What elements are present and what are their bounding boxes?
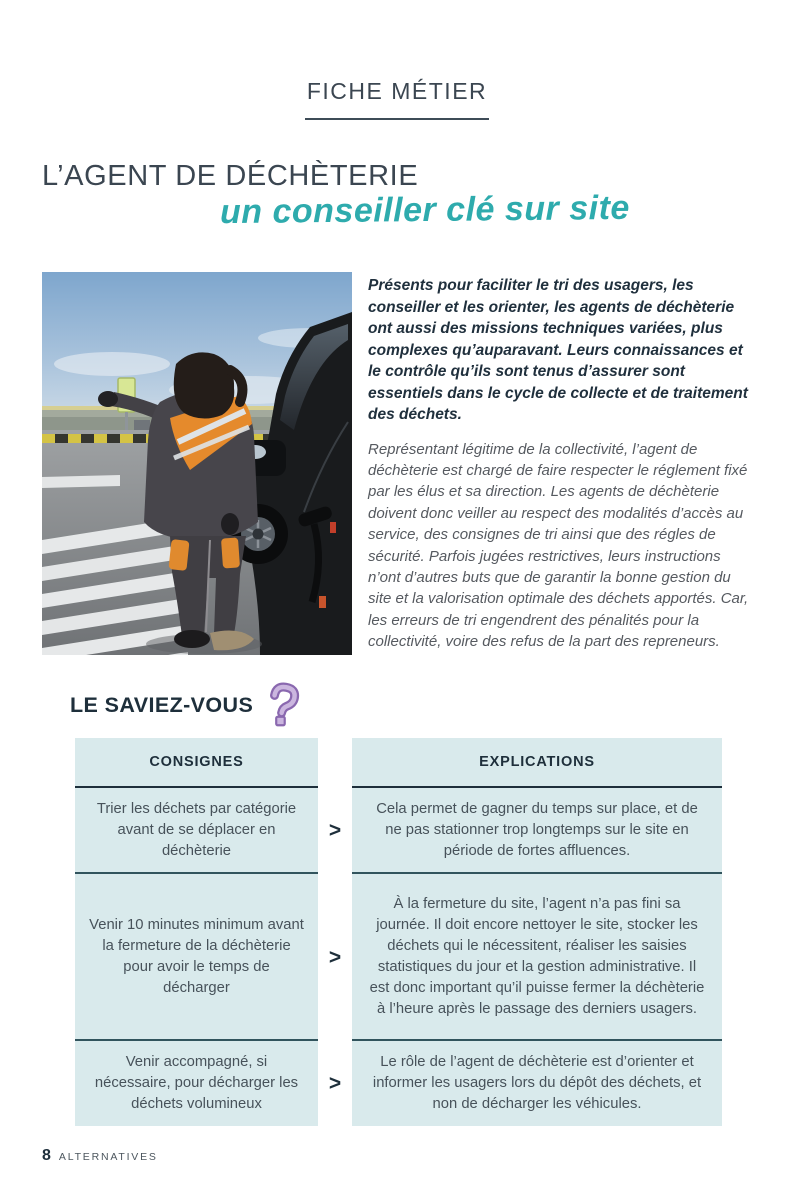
photo-illustration [42, 272, 352, 655]
row-arrow: > [318, 874, 352, 1041]
saviez-vous-label: LE SAVIEZ-VOUS [70, 692, 254, 717]
page-footer [42, 1147, 158, 1165]
question-mark-icon [263, 682, 303, 728]
saviez-vous-heading [70, 682, 303, 728]
row-arrow: > [318, 1041, 352, 1126]
table-row-explication: Le rôle de l’agent de déchèterie est d’orienter et informer les usagers lors du dépôt des déchets, et non de décharger les véhicules. [352, 1041, 722, 1126]
content-row [42, 272, 754, 655]
column-header-consignes: CONSIGNES [75, 738, 318, 788]
article-intro: Présents pour faciliter le tri des usagers, les conseiller et les orienter, les agents de déchèterie ont aussi des missions techniques variées, plus complexes qu’auparavant. Leurs connaissances et le contrôle qu’ils sont tenus d’assurer sont essentiels dans le cycle de collecte et de traitement des déchets. [368, 277, 748, 424]
article-column [368, 272, 754, 655]
table-row-consigne: Venir 10 minutes minimum avant la fermeture de la déchèterie pour avoir le temps de décharger [75, 874, 318, 1041]
publication-name: ALTERNATIVES [58, 1151, 158, 1163]
header-gap [318, 738, 352, 788]
photo-agent-dechetterie [42, 272, 352, 655]
page-subtitle: un conseiller clé sur site [219, 188, 631, 232]
consignes-table [75, 738, 722, 1126]
page-kicker: FICHE MÉTIER [305, 78, 489, 120]
table-row-explication: À la fermeture du site, l’agent n’a pas fini sa journée. Il doit encore nettoyer le site, stocker les déchets qui le nécessitent, réaliser les saisies statistiques du jour et la gestion administrative. Il est donc important qu’il puisse fermer la déchèterie à l’heure après le passage des derniers usagers. [352, 874, 722, 1041]
table-row-consigne: Venir accompagné, si nécessaire, pour décharger les déchets volumineux [75, 1041, 318, 1126]
page-number: 8 [42, 1147, 51, 1164]
page-title: L’AGENT DE DÉCHÈTERIE [42, 160, 419, 192]
row-arrow: > [318, 788, 352, 874]
article-body: Représentant légitime de la collectivité, l’agent de déchèterie est chargé de faire respecter le réglement fixé par les élus et sa direction. Les agents de déchèterie doivent donc veiller au respect des modalités d’accès au service, des consignes de tri ainsi que des régles de sécurité. Parfois jugées restrictives, leurs instructions n’ont d’autres buts que de garantir la bonne gestion du site et la valorisation optimale des déchets apportés. Car, les erreurs de tri engendrent des pénalités pour la collectivité, voire des refus de la part des repreneurs. [368, 440, 749, 651]
table-row-explication: Cela permet de gagner du temps sur place, et de ne pas stationner trop longtemps sur le site en période de fortes affluences. [352, 788, 722, 874]
kicker-wrap [0, 78, 794, 120]
table-row-consigne: Trier les déchets par catégorie avant de se déplacer en déchèterie [75, 788, 318, 874]
column-header-explications: EXPLICATIONS [352, 738, 722, 788]
